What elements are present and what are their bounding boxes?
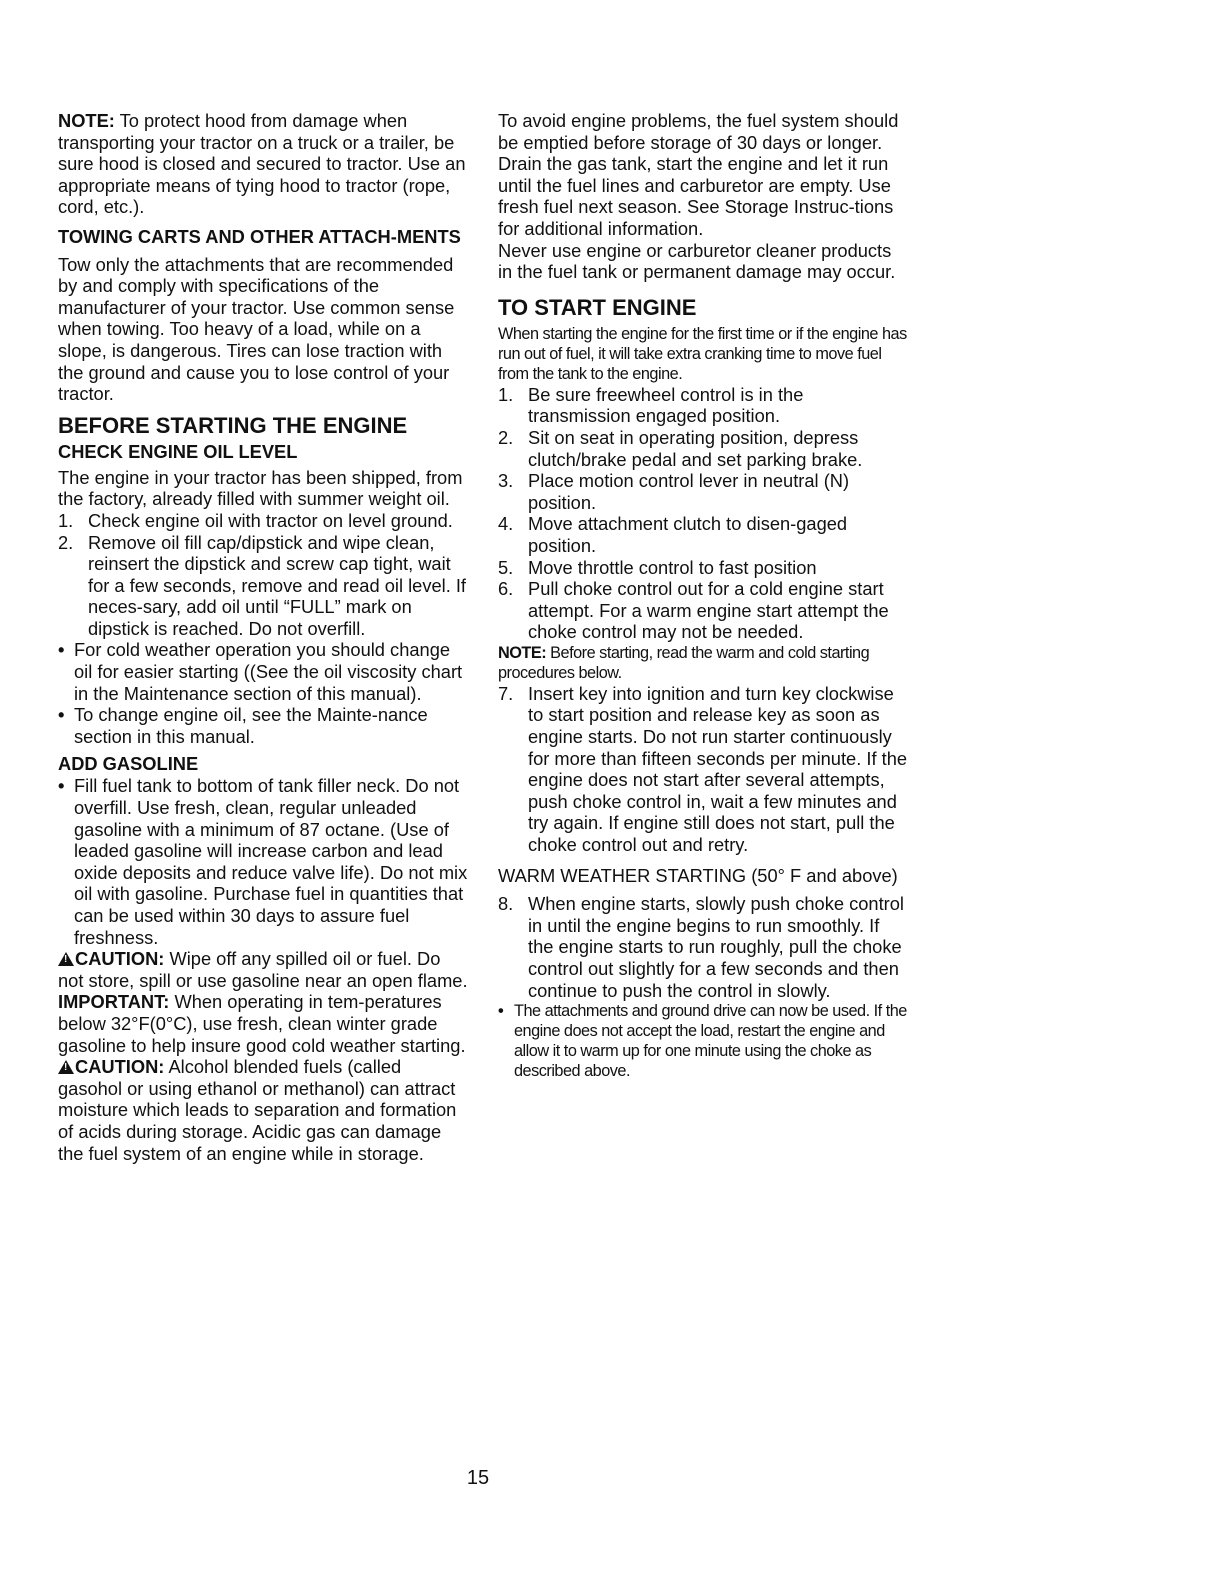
attachments-bullet bbox=[498, 1001, 908, 1081]
start-step bbox=[498, 557, 908, 579]
bullet-text: The attachments and ground drive can now be used. If the engine does not accept the load, restart the engine and allow it to warm up for one minute using the choke as described above. bbox=[514, 1002, 907, 1081]
gasoline-bullet bbox=[58, 775, 468, 948]
page-number: 15 bbox=[466, 1467, 490, 1489]
step-number: 1. bbox=[498, 383, 514, 405]
left-column bbox=[58, 110, 468, 1164]
step-text: Pull choke control out for a cold engine start attempt. For a warm engine start attempt the choke control may not be needed. bbox=[528, 578, 889, 643]
towing-text: Tow only the attachments that are recommended by and comply with specifications of the manufacturer of your tractor. Use common sense when towing. Too heavy of a load, while on a slope, is dangerous. Tires can lose traction with the ground and cause you to lose control of your tractor. bbox=[58, 253, 455, 405]
oil-bullet bbox=[58, 639, 468, 704]
start-intro-text: When starting the engine for the first time or if the engine has run out of fuel, it will take extra cranking time to move fuel from the tank to the engine. bbox=[498, 324, 907, 383]
note-text: Before starting, read the warm and cold starting procedures below. bbox=[498, 643, 870, 682]
warning-triangle-icon bbox=[58, 952, 74, 966]
start-step bbox=[498, 683, 908, 856]
step-text: When engine starts, slowly push choke control in until the engine begins to run smoothly. If the engine starts to run roughly, pull the choke control out slightly for a few seconds and then continue to push the control in slowly. bbox=[528, 893, 904, 1001]
bullet-icon: • bbox=[498, 1002, 504, 1021]
step-text: Check engine oil with tractor on level ground. bbox=[88, 509, 453, 531]
start-step bbox=[498, 578, 908, 643]
oil-step bbox=[58, 510, 468, 532]
step-number: 2. bbox=[58, 531, 74, 553]
warm-weather-heading: WARM WEATHER STARTING (50° F and above) bbox=[498, 864, 898, 886]
step-number: 3. bbox=[498, 470, 514, 492]
step-text: Be sure freewheel control is in the transmission engaged position. bbox=[528, 383, 804, 427]
step-number: 7. bbox=[498, 682, 514, 704]
step-text: Sit on seat in operating position, depress clutch/brake pedal and set parking brake. bbox=[528, 426, 863, 470]
step-text: Move attachment clutch to disen-gaged position. bbox=[528, 513, 848, 556]
important-label: IMPORTANT: bbox=[58, 991, 170, 1013]
bullet-icon: • bbox=[58, 639, 65, 661]
start-step bbox=[498, 384, 908, 427]
fuel-storage-text: To avoid engine problems, the fuel system should be emptied before storage of 30 days or longer. Drain the gas tank, start the engine and let it run until the fuel lines and carburetor are empty. Use fresh fuel next season. See Storage Instruc-tions for additional information. bbox=[498, 110, 899, 239]
step-number: 8. bbox=[498, 893, 514, 915]
towing-heading: TOWING CARTS AND OTHER ATTACH-MENTS bbox=[58, 225, 461, 247]
step-number: 4. bbox=[498, 513, 514, 535]
note-text: To protect hood from damage when transporting your tractor on a truck or a trailer, be sure hood is closed and secured to tractor. Use an appropriate means of tying hood to tractor (rope, cord, etc.). bbox=[58, 110, 466, 218]
caution-alcohol bbox=[58, 1056, 468, 1164]
start-engine-heading: TO START ENGINE bbox=[498, 294, 697, 320]
important-text: When operating in tem-peratures below 32°F(0°C), use fresh, clean winter grade gasoline to help insure good cold weather starting. bbox=[58, 991, 466, 1056]
step-text: Insert key into ignition and turn key clockwise to start position and release key as soon as engine starts. Do not run starter continuously for more than fifteen seconds per minute. If the engine does not start after several attempts, push choke control in, wait a few minutes and try again. If engine still does not start, pull the choke control out and retry. bbox=[528, 682, 908, 856]
bullet-text: To change engine oil, see the Mainte-nance section in this manual. bbox=[74, 704, 428, 747]
step-number: 1. bbox=[58, 509, 74, 531]
caution-text: Wipe off any spilled oil or fuel. Do not store, spill or use gasoline near an open flame. bbox=[58, 948, 468, 991]
gasoline-heading: ADD GASOLINE bbox=[58, 753, 199, 775]
oil-bullet bbox=[58, 704, 468, 747]
step-number: 6. bbox=[498, 578, 514, 600]
start-step bbox=[498, 470, 908, 513]
step-number: 5. bbox=[498, 556, 514, 578]
warning-triangle-icon bbox=[58, 1060, 74, 1074]
start-step bbox=[498, 427, 908, 470]
caution-fuel bbox=[58, 948, 468, 991]
caution-label: CAUTION: bbox=[75, 948, 165, 970]
hood-note bbox=[58, 110, 468, 218]
important-note bbox=[58, 991, 468, 1056]
bullet-icon: • bbox=[58, 704, 65, 726]
starting-note bbox=[498, 643, 908, 683]
oil-step bbox=[58, 532, 468, 640]
bullet-text: For cold weather operation you should change oil for easier starting ((See the oil viscosity chart in the Maintenance section of this manual). bbox=[74, 639, 463, 704]
before-starting-heading: BEFORE STARTING THE ENGINE bbox=[58, 412, 408, 438]
note-label: NOTE: bbox=[58, 110, 115, 131]
caution-text: Alcohol blended fuels (called gasohol or using ethanol or methanol) can attract moisture which leads to separation and formation of acids during storage. Acidic gas can damage the fuel system of an engine while in storage. bbox=[58, 1056, 457, 1164]
note-label: NOTE: bbox=[498, 643, 547, 662]
step-text: Move throttle control to fast position bbox=[528, 556, 817, 578]
check-oil-heading: CHECK ENGINE OIL LEVEL bbox=[58, 440, 298, 462]
start-step bbox=[498, 893, 908, 1001]
right-column bbox=[498, 110, 908, 1081]
check-oil-text: The engine in your tractor has been shipped, from the factory, already filled with summer weight oil. bbox=[58, 466, 463, 510]
bullet-icon: • bbox=[58, 775, 65, 797]
cleaner-warning-text: Never use engine or carburetor cleaner products in the fuel tank or permanent damage may occur. bbox=[498, 239, 896, 283]
step-text: Place motion control lever in neutral (N) position. bbox=[528, 470, 850, 513]
caution-label: CAUTION: bbox=[75, 1056, 165, 1078]
start-step bbox=[498, 513, 908, 556]
step-number: 2. bbox=[498, 426, 514, 448]
bullet-text: Fill fuel tank to bottom of tank filler neck. Do not overfill. Use fresh, clean, regular unleaded gasoline with a minimum of 87 octane. (Use of leaded gasoline will increase carbon and lead oxide deposits and reduce valve life). Do not mix oil with gasoline. Purchase fuel in quantities that can be used within 30 days to assure fuel freshness. bbox=[74, 775, 468, 948]
step-text: Remove oil fill cap/dipstick and wipe clean, reinsert the dipstick and screw cap tight, wait for a few seconds, remove and read oil level. If neces-sary, add oil until “FULL” mark on dipstick is reached. Do not overfill. bbox=[88, 531, 467, 639]
